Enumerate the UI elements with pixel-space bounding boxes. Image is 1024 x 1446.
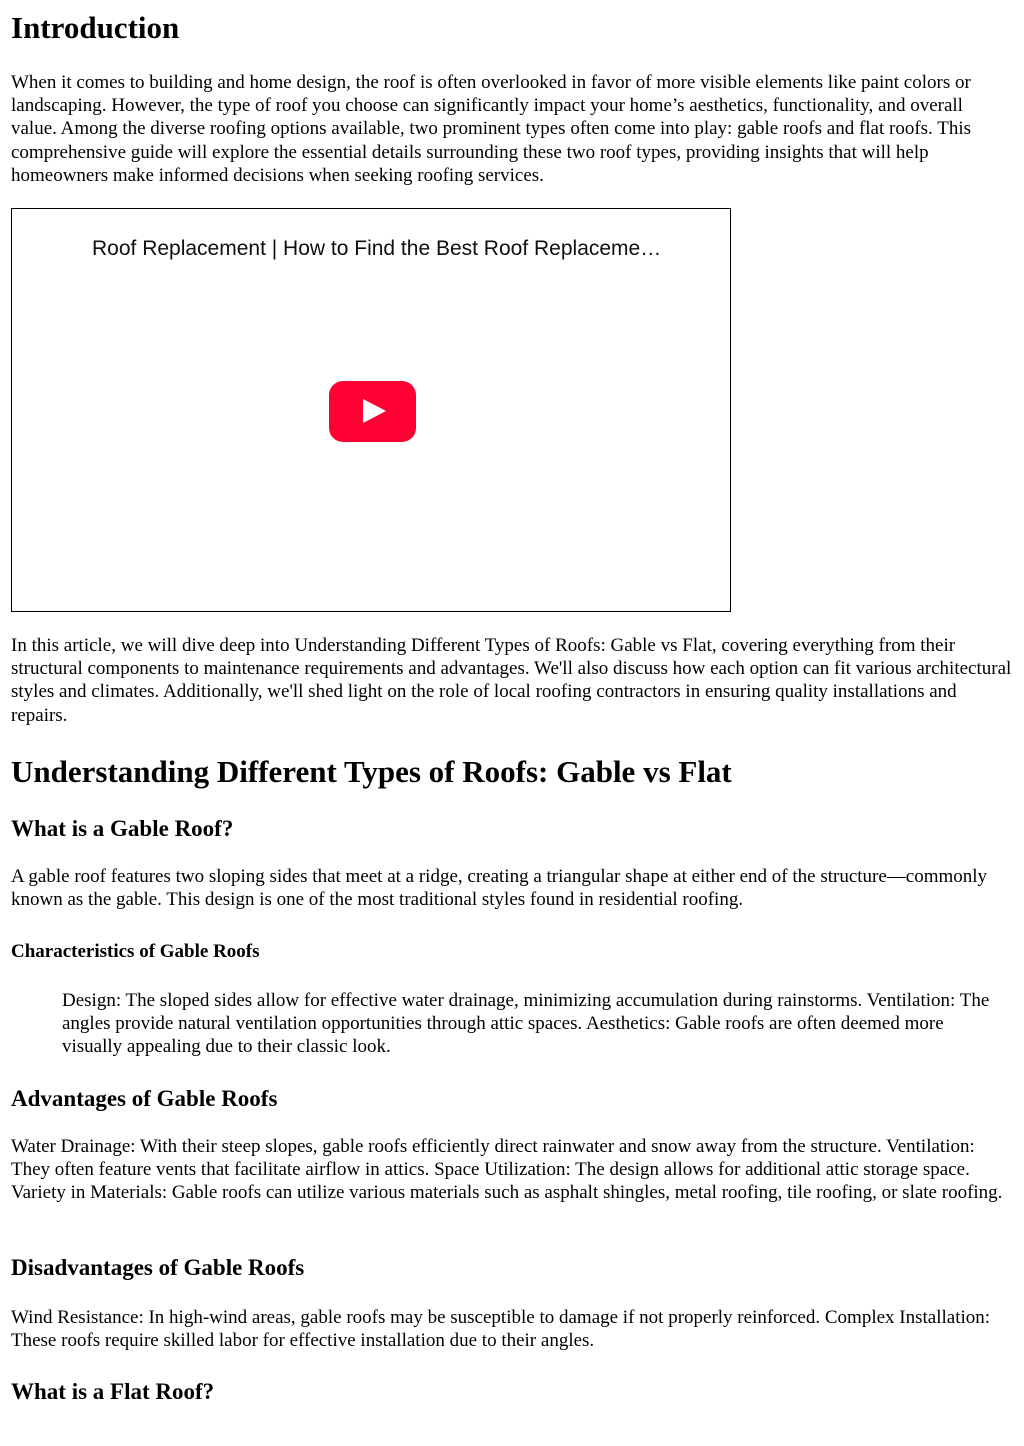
characteristics-heading: Characteristics of Gable Roofs xyxy=(11,941,260,962)
advantages-heading: Advantages of Gable Roofs xyxy=(11,1086,278,1111)
disadvantages-paragraph: Wind Resistance: In high-wind areas, gable roofs may be susceptible to damage if not properly reinforced. Complex Installation: These roofs require skilled labor for effective installation due to their angles. xyxy=(11,1307,991,1352)
gable-roof-paragraph: A gable roof features two sloping sides that meet at a ridge, creating a triangular shape at either end of the structure—commonly known as the gable. This design is one of the most traditional styles found in residential roofing. xyxy=(11,866,988,911)
video-embed[interactable] xyxy=(11,208,731,612)
characteristics-paragraph: Design: The sloped sides allow for effective water drainage, minimizing accumulation during rainstorms. Ventilation: The angles provide natural ventilation opportunities through attic spaces. Aesthetics: Gable roofs are often deemed more visually appealing due to their classic look. xyxy=(62,990,990,1058)
advantages-paragraph: Water Drainage: With their steep slopes, gable roofs efficiently direct rainwater and snow away from the structure. Ventilation: They often feature vents that facilitate airflow in attics. Space Utilization: The design allows for additional attic storage space. Variety in Materials: Gable roofs can utilize various materials such as asphalt shingles, metal roofing, tile roofing, or slate roofing. xyxy=(11,1136,1003,1204)
video-title[interactable]: Roof Replacement | How to Find the Best Roof Replaceme… xyxy=(92,237,662,260)
play-button[interactable] xyxy=(329,381,416,442)
flat-roof-heading: What is a Flat Roof? xyxy=(11,1379,215,1404)
disadvantages-heading: Disadvantages of Gable Roofs xyxy=(11,1255,305,1280)
intro-heading: Introduction xyxy=(11,10,180,45)
article-intro-paragraph: In this article, we will dive deep into Understanding Different Types of Roofs: Gable vs Flat, covering everything from their structural components to maintenance requirements and advantages. We'll also discuss how each option can fit various architectural styles and climates. Additionally, we'll shed light on the role of local roofing contractors in ensuring quality installations and repairs. xyxy=(11,635,1012,726)
gable-roof-heading: What is a Gable Roof? xyxy=(11,816,234,841)
main-heading: Understanding Different Types of Roofs: Gable vs Flat xyxy=(11,754,732,789)
play-icon xyxy=(363,399,386,423)
intro-paragraph: When it comes to building and home design, the roof is often overlooked in favor of more visible elements like paint colors or landscaping. However, the type of roof you choose can significantly impact your home’s aesthetics, functionality, and overall value. Among the diverse roofing options available, two prominent types often come into play: gable roofs and flat roofs. This comprehensive guide will explore the essential details surrounding these two roof types, providing insights that will help homeowners make informed decisions when seeking roofing services. xyxy=(11,72,971,186)
